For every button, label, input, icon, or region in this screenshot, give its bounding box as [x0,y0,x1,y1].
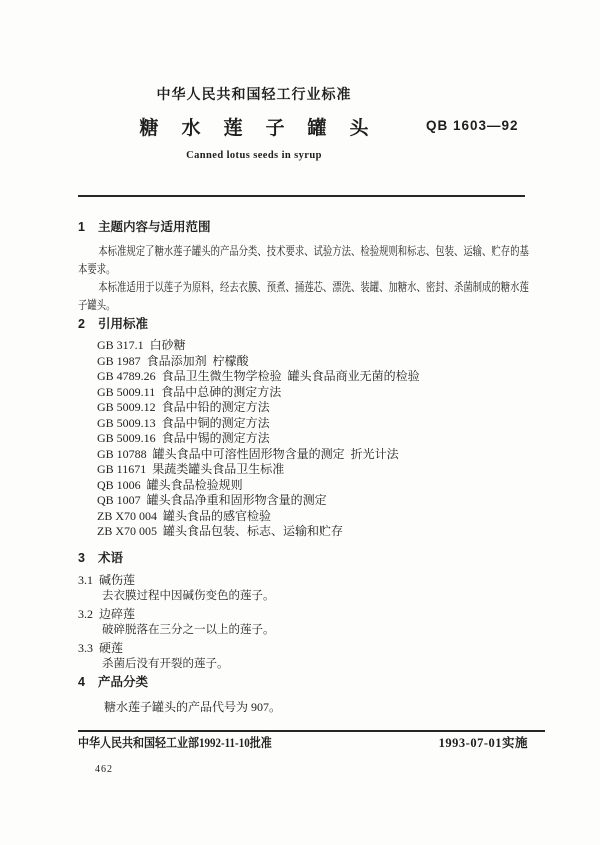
document-title-cn: 糖水莲子罐头 [139,118,392,139]
term-number: 3.3 [78,640,93,655]
term-number: 3.1 [78,572,93,587]
reference-item: GB 5009.13 食品中铜的测定方法 [97,415,270,430]
reference-item: GB 5009.16 食品中锡的测定方法 [97,431,270,445]
section-title: 引用标准 [97,317,148,331]
section-number: 2 [78,317,85,331]
implementation-text: 1993-07-01实施 [438,735,528,750]
section-number: 3 [78,550,85,565]
term-item [78,606,528,638]
standard-type-label: 中华人民共和国轻工行业标准 [156,86,352,102]
section-title: 术语 [97,550,123,565]
term-item [78,640,528,672]
footer-divider [78,730,545,732]
header-divider [78,195,525,197]
term-heading [78,572,528,588]
reference-item: GB 4789.26 食品卫生微生物学检验 罐头食品商业无菌的检验 [97,369,420,383]
term-name: 硬莲 [99,640,124,655]
section-2-heading [78,316,528,332]
page-number: 462 [95,764,113,775]
section-4-heading [78,674,528,690]
section-1-paragraph: 本标准适用于以莲子为原料，经去衣膜、预煮、捅莲芯、漂洗、装罐、加糖水、密封、杀菌制成的糖水莲子罐头。 [78,280,529,312]
term-heading [78,606,528,622]
standard-code: QB 1603—92 [426,118,519,133]
reference-item: GB 5009.12 食品中铅的测定方法 [97,400,270,414]
reference-item: GB 5009.11 食品中总砷的测定方法 [97,384,282,399]
section-number: 4 [78,674,85,689]
term-definition: 杀菌后没有开裂的莲子。 [102,657,229,670]
term-name: 边碎莲 [99,606,136,621]
section-4-paragraph: 糖水莲子罐头的产品代号为 907。 [104,699,282,714]
reference-item: QB 1007 罐头食品净重和固形物含量的测定 [97,493,327,507]
reference-item: ZB X70 004 罐头食品的感官检验 [97,508,272,523]
section-title: 产品分类 [97,674,148,689]
term-heading [78,640,528,656]
reference-item: GB 1987 食品添加剂 柠檬酸 [97,353,249,368]
term-number: 3.2 [78,606,93,621]
reference-item: ZB X70 005 罐头食品包装、标志、运输和贮存 [97,524,344,538]
section-1-heading [78,219,528,235]
terms-list [78,572,528,672]
approval-text: 中华人民共和国轻工业部1992-11-10批准 [78,735,272,750]
reference-item: QB 1006 罐头食品检验规则 [97,477,243,492]
term-definition: 去衣膜过程中因碱伤变色的莲子。 [102,589,275,602]
section-1-paragraph: 本标准规定了糖水莲子罐头的产品分类、技术要求、试验方法、检验规则和标志、包装、运输、贮存的基本要求。 [78,244,529,276]
reference-item: GB 10788 罐头食品中可溶性固形物含量的测定 折光计法 [97,446,399,461]
document-header [78,0,430,162]
document-content [78,0,528,751]
document-footer [78,735,528,751]
reference-item: GB 11671 果蔬类罐头食品卫生标准 [97,462,285,476]
references-list [78,338,528,540]
term-definition: 破碎脱落在三分之一以上的莲子。 [102,623,275,636]
term-name: 碱伤莲 [99,572,136,587]
section-number: 1 [78,220,85,234]
section-title: 主题内容与适用范围 [97,220,211,234]
section-3-heading [78,550,528,566]
document-title-en: Canned lotus seeds in syrup [186,150,322,161]
term-item [78,572,528,604]
reference-item: GB 317.1 白砂糖 [97,338,186,352]
